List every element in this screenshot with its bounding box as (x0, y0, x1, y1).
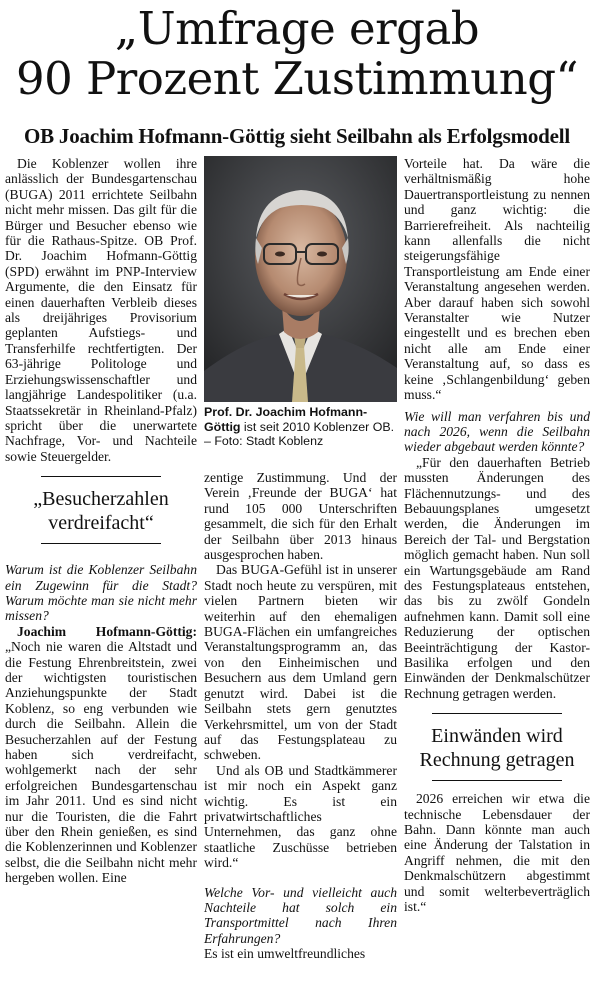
column2-paragraph-1: zentige Zustimmung. Und der Verein ‚Freunde der BUGA‘ hat rund 105 000 Unterschriften gesammelt, die sich für den Erhalt der Seilbahn über 2013 hinaus ausgesprochen haben. (204, 470, 397, 563)
interview-question-2: Welche Vor- und vielleicht auch Nachteile hat solch ein Transportmittel nach Ihren Erfahrungen? (204, 884, 397, 946)
speaker-name: Joachim Hofmann-Göttig: (17, 623, 197, 639)
subhead-besucherzahlen: „Besucherzahlen verdreifacht“ (33, 488, 169, 535)
answer-text-1: „Noch nie waren die Altstadt und die Festung Ehrenbreitstein, zwei der wichtigsten touristischen Anziehungspunkte der Stadt Koblenz, so eng verbunden wie durch die Seilbahn. Allein die Besucherzahlen auf der Festung haben sich verdreifacht, wohlgemerkt nach der sehr erfolgreichen Bundesgartenschau im Jahr 2011. Und es sind nicht nur die Touristen, die die Fahrt über den Rhein genießen, es sind die Koblenzerinnen und Koblenzer selbst, die die Seilbahn nicht mehr hergeben wollen. Eine (5, 639, 197, 886)
article-column-3 (404, 156, 590, 914)
photo-caption (204, 405, 397, 449)
interview-question-3: Wie will man verfahren bis und nach 2026, wenn die Seilbahn wieder abgebaut werden könnte? (404, 408, 590, 455)
article-column-2 (204, 470, 397, 962)
intro-paragraph: Die Koblenzer wollen ihre anlässlich der Bundesgartenschau (BUGA) 2011 errichtete Seilbahn nicht mehr missen. Das gilt für die Bürger und Besucher ebenso wie für die Rathaus-Spitze. OB Prof. Dr. Joachim Hofmann-Göttig (SPD) erwähnt im PNP-Interview Argumente, die den Einsatz für einen dauerhaften Verbleib dieses als dreijähriges Provisorium geplanten Aufstiegs- und Transferhilfe rechtfertigten. Der 63-jährige Politologe und Erziehungswissenschaftler und langjährige Landespolitiker (u.a. Staatssekretär in Rheinland-Pfalz) spricht über die unerwartete Nachfrage, Vor- und Nachteile sowie Steuergelder. (5, 156, 197, 464)
headline-line1: „Umfrage ergab (114, 2, 480, 55)
article-column-1 (5, 156, 197, 886)
subhead-einwaenden: Einwänden wird Rechnung getragen (419, 725, 575, 772)
headline (0, 4, 594, 104)
caption-name: Prof. Dr. Joachim Hofmann-Göttig (204, 405, 368, 434)
portrait-illustration (204, 156, 397, 402)
portrait-photo (204, 156, 397, 402)
subheadline: OB Joachim Hofmann-Göttig sieht Seilbahn als Erfolgsmodell (23, 124, 571, 148)
headline-line2: 90 Prozent Zustimmung“ (15, 52, 579, 105)
interview-question-1: Warum ist die Koblenzer Seilbahn ein Zugewinn für die Stadt? Warum möchte man sie nicht mehr missen? (5, 562, 197, 624)
column3-paragraph-1: Vorteile hat. Da wäre die verhältnismäßig hohe Dauertransportleistung zu nennen und ganz wichtig: die Barrierefreiheit. Als nachteilig kann allenfalls die nicht steigerungsfähige Transportleistung am Ende einer Veranstaltung angesehen werden. Aber darauf haben sich sowohl Veranstalter wie Nutzer eingestellt und es brechen eben nicht alle am Ende einer Veranstaltung auf, so dass es keine ‚Schlangenbildung‘ geben muss.“ (404, 156, 590, 403)
column2-paragraph-3: Und als OB und Stadtkämmerer ist mir noch ein Aspekt ganz wichtig. Es ist ein privatwirtschaftliches Unternehmen, das ganz ohne staatliche Zuschüsse betrieben wird.“ (204, 762, 397, 871)
column3-paragraph-2: „Für den dauerhaften Betrieb mussten Änderungen des Flächennutzungs- und des Bebauungsplanes umgesetzt werden, die Änderungen im Bereich der Tal- und Bergstation möglich gemacht haben. Nun soll ein Wartungsgebäude am Rand des Festungsplateaus entstehen, das bis zu zwölf Gondeln aufnehmen kann. Damit soll eine Reduzierung der optischen Beeinträchtigung der Kastor-Basilika erfolgen und den Einwänden der Denkmalschützer Rechnung getragen werden. (404, 454, 590, 701)
caption-text: ist seit 2010 Koblenzer OB. – Foto: Stadt Koblenz (204, 419, 395, 449)
interview-answer-1 (5, 624, 197, 886)
column2-paragraph-2: Das BUGA-Gefühl ist in unserer Stadt noch heute zu verspüren, mit vielen Partnern bieten wir weiterhin auf den ehemaligen BUGA-Flächen ein umfangreiches Veranstaltungsprogramm an, das von den Einheimischen und Besuchern aus dem Umland gern genutzt wird. Dabei ist die Seilbahn stets gern genutztes Verkehrsmittel, um von der Stadt auf das Festungsplateau zu schweben. (204, 562, 397, 763)
column3-paragraph-3: 2026 erreichen wir etwa die technische Lebensdauer der Bahn. Dann könnte man auch eine Änderung der Talstation in Angriff nehmen, die mit den Denkmalschützern abgestimmt und somit welterbeverträglich ist.“ (404, 791, 590, 915)
column2-paragraph-4: Es ist ein umweltfreundliches (204, 946, 366, 962)
